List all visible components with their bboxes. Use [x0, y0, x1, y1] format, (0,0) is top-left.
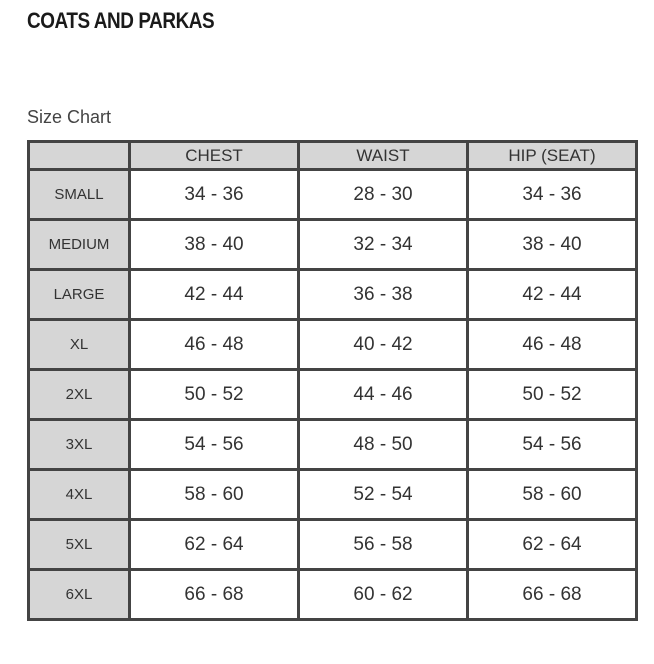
waist-cell: 28 - 30 [299, 170, 468, 220]
chest-cell: 38 - 40 [130, 220, 299, 270]
size-chart-label: Size Chart [27, 107, 112, 127]
chest-cell: 54 - 56 [130, 420, 299, 470]
size-chart-table [27, 140, 638, 621]
hip-cell: 42 - 44 [468, 270, 637, 320]
table-row [29, 270, 637, 320]
column-header-chest: CHEST [130, 142, 299, 170]
column-header-hip: HIP (SEAT) [468, 142, 637, 170]
table-row [29, 220, 637, 270]
hip-cell: 62 - 64 [468, 520, 637, 570]
row-header-size: 2XL [29, 370, 130, 420]
table-row [29, 170, 637, 220]
column-header-waist: WAIST [299, 142, 468, 170]
hip-cell: 46 - 48 [468, 320, 637, 370]
page-title: COATS AND PARKAS [27, 8, 215, 33]
waist-cell: 56 - 58 [299, 520, 468, 570]
chest-cell: 66 - 68 [130, 570, 299, 620]
row-header-size: 3XL [29, 420, 130, 470]
hip-cell: 58 - 60 [468, 470, 637, 520]
hip-cell: 66 - 68 [468, 570, 637, 620]
table-row [29, 320, 637, 370]
chest-cell: 46 - 48 [130, 320, 299, 370]
waist-cell: 44 - 46 [299, 370, 468, 420]
chest-cell: 42 - 44 [130, 270, 299, 320]
chest-cell: 50 - 52 [130, 370, 299, 420]
waist-cell: 48 - 50 [299, 420, 468, 470]
waist-cell: 52 - 54 [299, 470, 468, 520]
table-header-row [29, 142, 637, 170]
waist-cell: 40 - 42 [299, 320, 468, 370]
row-header-size: SMALL [29, 170, 130, 220]
row-header-size: XL [29, 320, 130, 370]
waist-cell: 36 - 38 [299, 270, 468, 320]
hip-cell: 50 - 52 [468, 370, 637, 420]
table-row [29, 520, 637, 570]
row-header-size: MEDIUM [29, 220, 130, 270]
row-header-size: 5XL [29, 520, 130, 570]
row-header-size: 6XL [29, 570, 130, 620]
chest-cell: 58 - 60 [130, 470, 299, 520]
table-row [29, 470, 637, 520]
table-row [29, 420, 637, 470]
chest-cell: 62 - 64 [130, 520, 299, 570]
table-row [29, 570, 637, 620]
row-header-size: 4XL [29, 470, 130, 520]
row-header-size: LARGE [29, 270, 130, 320]
hip-cell: 38 - 40 [468, 220, 637, 270]
chest-cell: 34 - 36 [130, 170, 299, 220]
corner-cell [29, 142, 130, 170]
waist-cell: 32 - 34 [299, 220, 468, 270]
hip-cell: 54 - 56 [468, 420, 637, 470]
waist-cell: 60 - 62 [299, 570, 468, 620]
table-row [29, 370, 637, 420]
hip-cell: 34 - 36 [468, 170, 637, 220]
